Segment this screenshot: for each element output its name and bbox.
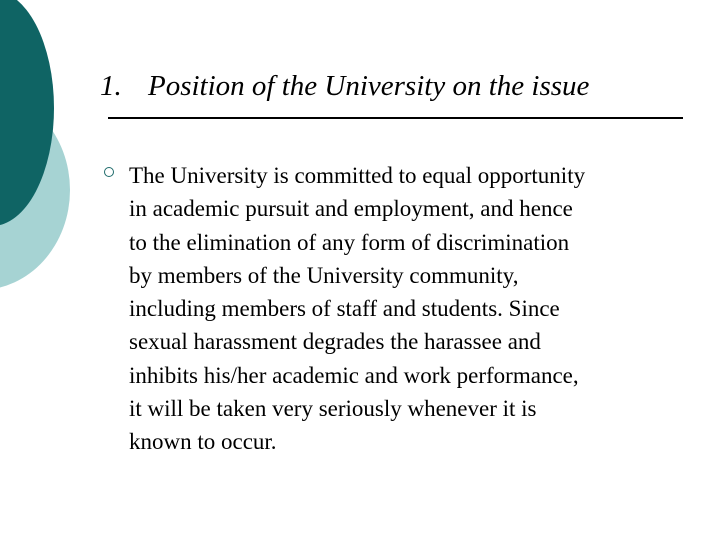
bullet-line: to the elimination of any form of discrimination bbox=[129, 229, 570, 255]
bullet-paragraph bbox=[129, 159, 709, 459]
title-underline bbox=[108, 117, 683, 119]
decorative-circles bbox=[0, 0, 120, 300]
bullet-line: by members of the University community, bbox=[129, 262, 519, 288]
bullet-line: it will be taken very seriously whenever it is bbox=[129, 396, 537, 422]
bullet-line: in academic pursuit and employment, and hence bbox=[129, 196, 573, 222]
slide-title bbox=[100, 72, 589, 101]
bullet-circle-icon bbox=[104, 167, 114, 177]
bullet-line: inhibits his/her academic and work performance, bbox=[129, 362, 579, 388]
title-number: 1. bbox=[100, 70, 122, 102]
title-text: Position of the University on the issue bbox=[148, 70, 590, 102]
bullet-line: The University is committed to equal opportunity bbox=[129, 163, 586, 188]
bullet-line: including members of staff and students. Since bbox=[129, 296, 560, 322]
bullet-line: known to occur. bbox=[129, 429, 277, 455]
bullet-line: sexual harassment degrades the harassee and bbox=[129, 329, 541, 355]
